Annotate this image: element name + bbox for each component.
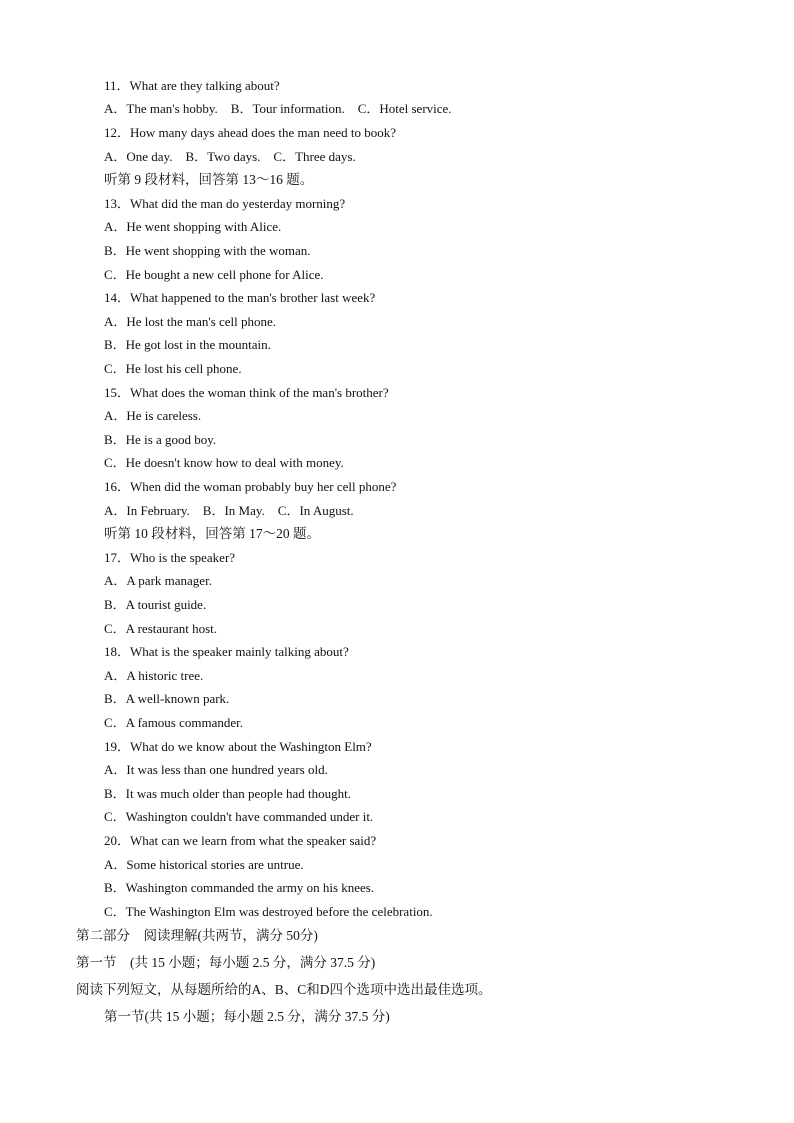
question-18-option-c: C．A famous commander. <box>104 715 244 730</box>
question-12-options: A．One day. B．Two days. C．Three days. <box>104 149 356 164</box>
question-15: 15．What does the woman think of the man's brother? <box>104 385 389 400</box>
question-14-option-c: C．He lost his cell phone. <box>104 361 242 376</box>
question-20-option-c: C．The Washington Elm was destroyed before the celebration. <box>104 904 433 919</box>
question-16: 16．When did the woman probably buy her cell phone? <box>104 479 397 494</box>
section-instruction-10: 听第 10 段材料，回答第 17～20 题。 <box>104 526 320 541</box>
question-15-option-c: C．He doesn't know how to deal with money. <box>104 455 344 470</box>
question-11-options: A．The man's hobby. B．Tour information. C．Hotel service. <box>104 101 452 116</box>
question-19-option-a: A．It was less than one hundred years old. <box>104 762 328 777</box>
part-two-heading: 第二部分 阅读理解(共两节，满分 50分) <box>76 928 318 943</box>
question-14: 14．What happened to the man's brother last week? <box>104 290 376 305</box>
question-17-option-c: C．A restaurant host. <box>104 621 218 636</box>
question-17: 17．Who is the speaker? <box>104 550 236 565</box>
question-18: 18．What is the speaker mainly talking about? <box>104 644 349 659</box>
question-19: 19．What do we know about the Washington Elm? <box>104 739 372 754</box>
question-13-option-b: B．He went shopping with the woman. <box>104 243 311 258</box>
section-one-heading: 第一节 (共 15 小题；每小题 2.5 分，满分 37.5 分) <box>76 955 376 970</box>
question-20-option-a: A．Some historical stories are untrue. <box>104 857 304 872</box>
question-13-option-c: C．He bought a new cell phone for Alice. <box>104 267 324 282</box>
question-15-option-a: A．He is careless. <box>104 408 202 423</box>
section-instruction-9: 听第 9 段材料，回答第 13～16 题。 <box>104 172 314 187</box>
question-18-option-a: A．A historic tree. <box>104 668 204 683</box>
question-17-option-b: B．A tourist guide. <box>104 597 207 612</box>
question-15-option-b: B．He is a good boy. <box>104 432 217 447</box>
question-14-option-b: B．He got lost in the mountain. <box>104 337 271 352</box>
question-16-options: A．In February. B．In May. C．In August. <box>104 503 354 518</box>
question-13: 13．What did the man do yesterday morning? <box>104 196 346 211</box>
question-13-option-a: A．He went shopping with Alice. <box>104 219 282 234</box>
question-17-option-a: A．A park manager. <box>104 573 212 588</box>
question-19-option-b: B．It was much older than people had thought. <box>104 786 351 801</box>
question-20-option-b: B．Washington commanded the army on his knees. <box>104 880 375 895</box>
question-19-option-c: C．Washington couldn't have commanded under it. <box>104 809 374 824</box>
question-20: 20．What can we learn from what the speaker said? <box>104 833 377 848</box>
question-12: 12．How many days ahead does the man need to book? <box>104 125 397 140</box>
question-11: 11．What are they talking about? <box>104 78 280 93</box>
question-14-option-a: A．He lost the man's cell phone. <box>104 314 277 329</box>
reading-instruction: 阅读下列短文，从每题所给的A、B、C和D四个选项中选出最佳选项。 <box>76 982 492 997</box>
section-one-heading-repeat: 第一节(共 15 小题；每小题 2.5 分，满分 37.5 分) <box>104 1009 390 1024</box>
question-18-option-b: B．A well-known park. <box>104 691 230 706</box>
